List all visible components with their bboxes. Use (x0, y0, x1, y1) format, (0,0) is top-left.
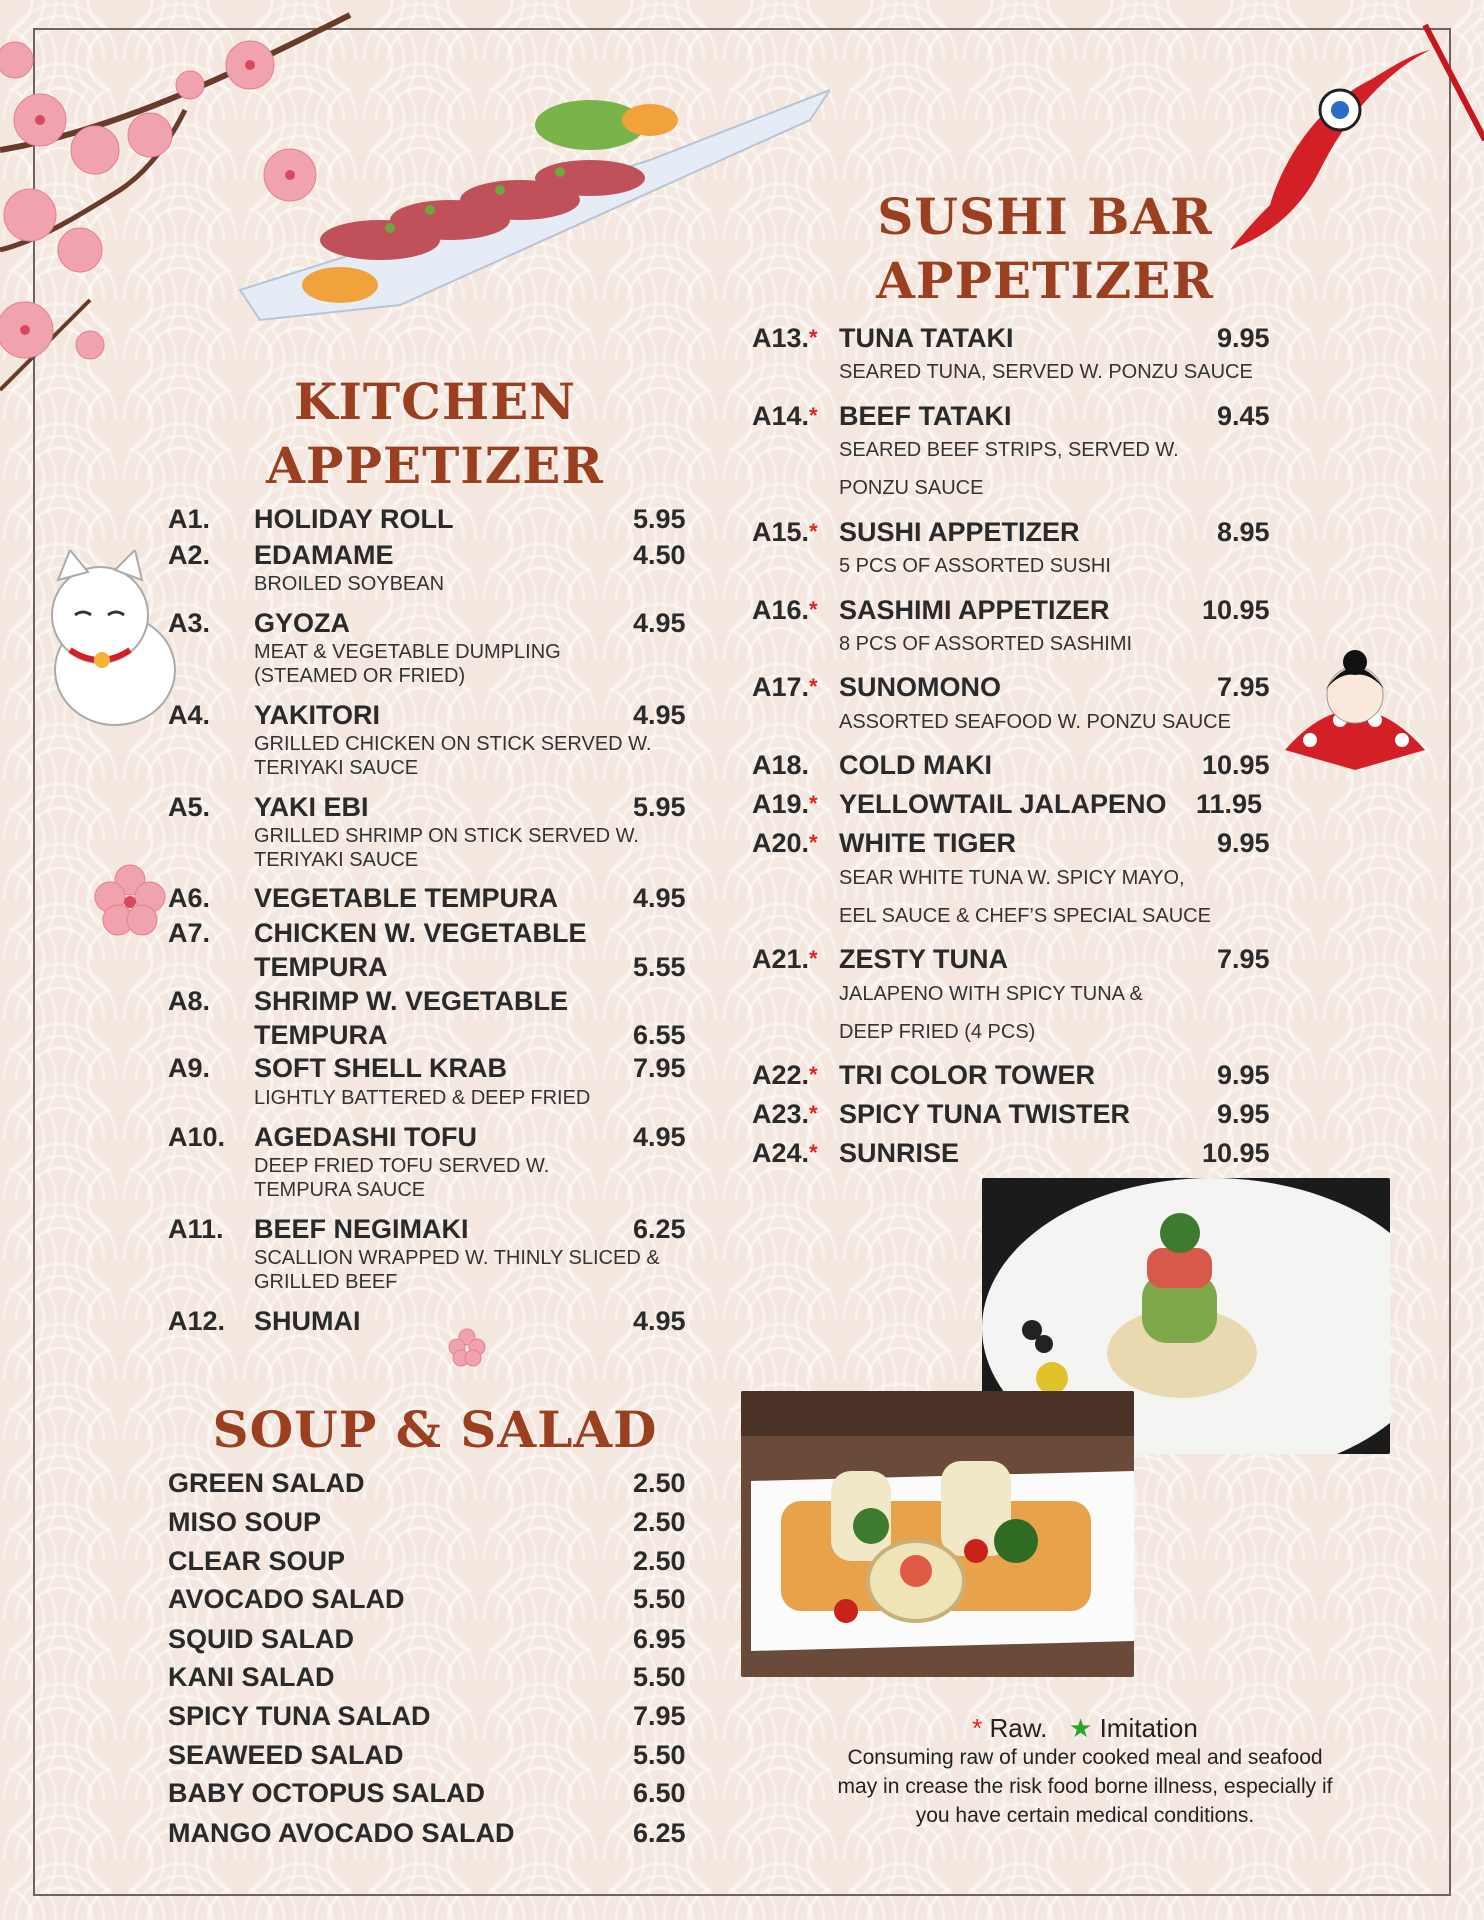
item-description: GRILLED SHRIMP ON STICK SERVED W. (254, 825, 639, 847)
item-name: YAKI EBI (254, 792, 369, 822)
item-price: 2.50 (633, 1468, 686, 1498)
item-description: GRILLED BEEF (254, 1271, 398, 1293)
item-description: SEARED BEEF STRIPS, SERVED W. (839, 439, 1179, 461)
item-code: A11. (168, 1214, 224, 1244)
item-name: KANI SALAD (168, 1662, 335, 1692)
item-code: A20. (752, 828, 810, 858)
item-name: SPICY TUNA SALAD (168, 1701, 431, 1731)
raw-food-disclaimer (770, 1743, 1400, 1830)
raw-star-icon: * (809, 830, 818, 855)
item-price: 4.95 (633, 1122, 686, 1152)
item-name: TEMPURA (254, 952, 388, 982)
item-description: TERIYAKI SAUCE (254, 757, 419, 779)
item-code: A14. (752, 401, 810, 431)
item-name: GYOZA (254, 608, 351, 638)
raw-star-icon: * (809, 597, 818, 622)
item-name: SUSHI APPETIZER (839, 517, 1080, 547)
raw-star-icon: * (809, 791, 818, 816)
item-description: JALAPENO WITH SPICY TUNA & (839, 983, 1143, 1005)
item-price: 4.50 (633, 540, 686, 570)
item-code: A1. (168, 504, 211, 534)
item-description: SEARED TUNA, SERVED W. PONZU SAUCE (839, 361, 1253, 383)
item-price: 4.95 (633, 1306, 686, 1336)
item-description: PONZU SAUCE (839, 477, 984, 499)
item-name: SHUMAI (254, 1306, 361, 1336)
raw-star-icon: * (809, 325, 818, 350)
item-name: CLEAR SOUP (168, 1546, 346, 1576)
item-name: SHRIMP W. VEGETABLE (254, 986, 569, 1016)
item-description: ASSORTED SEAFOOD W. PONZU SAUCE (839, 711, 1231, 733)
item-description: TERIYAKI SAUCE (254, 849, 419, 871)
item-description: DEEP FRIED (4 PCS) (839, 1021, 1036, 1043)
raw-star-icon: * (809, 1062, 818, 1087)
item-code: A7. (168, 918, 211, 948)
item-description: 5 PCS OF ASSORTED SUSHI (839, 555, 1111, 577)
item-price: 10.95 (1202, 750, 1270, 780)
item-code: A6. (168, 883, 211, 913)
item-name: YELLOWTAIL JALAPENO (839, 789, 1167, 819)
item-description: MEAT & VEGETABLE DUMPLING (254, 641, 561, 663)
item-name: VEGETABLE TEMPURA (254, 883, 559, 913)
imitation-label: Imitation (1099, 1713, 1198, 1743)
item-name: SUNOMONO (839, 672, 1001, 702)
item-code: A19. (752, 789, 810, 819)
tuna-tataki-photo (230, 60, 830, 330)
item-price: 5.55 (633, 952, 686, 982)
disclaimer-line: may in crease the risk food borne illness, especially if (837, 1775, 1333, 1798)
item-name: TRI COLOR TOWER (839, 1060, 1095, 1090)
item-price: 10.95 (1202, 1138, 1270, 1168)
item-code: A4. (168, 700, 211, 730)
item-price: 5.95 (633, 792, 686, 822)
item-price: 7.95 (633, 1701, 686, 1731)
item-description: TEMPURA SAUCE (254, 1179, 426, 1201)
soup-salad-title: SOUP & SALAD (212, 1400, 658, 1459)
item-price: 5.50 (633, 1584, 686, 1614)
raw-star-icon: * (809, 1101, 818, 1126)
item-name: WHITE TIGER (839, 828, 1016, 858)
item-description: GRILLED CHICKEN ON STICK SERVED W. (254, 733, 652, 755)
item-price: 2.50 (633, 1546, 686, 1576)
item-price: 10.95 (1202, 595, 1270, 625)
item-name: TUNA TATAKI (839, 323, 1014, 353)
item-price: 9.95 (1217, 1099, 1270, 1129)
item-name: MISO SOUP (168, 1507, 322, 1537)
kitchen-title-line1: KITCHEN (294, 372, 576, 431)
item-description: SEAR WHITE TUNA W. SPICY MAYO, (839, 867, 1185, 889)
item-price: 11.95 (1196, 789, 1263, 819)
item-price: 7.95 (633, 1053, 686, 1083)
item-price: 6.95 (633, 1624, 686, 1654)
raw-star-icon: * (809, 1140, 818, 1165)
item-name: BABY OCTOPUS SALAD (168, 1778, 486, 1808)
item-name: BEEF NEGIMAKI (254, 1214, 469, 1244)
disclaimer-line: you have certain medical conditions. (915, 1804, 1255, 1827)
kitchen-title-line2: APPETIZER (266, 436, 604, 495)
item-price: 2.50 (633, 1507, 686, 1537)
item-name: COLD MAKI (839, 750, 992, 780)
item-description: DEEP FRIED TOFU SERVED W. (254, 1155, 550, 1177)
item-name: EDAMAME (254, 540, 394, 570)
roll-dish-photo (741, 1391, 1134, 1677)
sushi-title-line1: SUSHI BAR (877, 187, 1213, 246)
item-name: GREEN SALAD (168, 1468, 365, 1498)
item-name: SASHIMI APPETIZER (839, 595, 1110, 625)
item-name: AVOCADO SALAD (168, 1584, 405, 1614)
item-description: SCALLION WRAPPED W. THINLY SLICED & (254, 1247, 660, 1269)
item-price: 6.50 (633, 1778, 686, 1808)
item-name: TEMPURA (254, 1020, 388, 1050)
item-price: 9.95 (1217, 323, 1270, 353)
item-name: CHICKEN W. VEGETABLE (254, 918, 587, 948)
item-description: EEL SAUCE & CHEF’S SPECIAL SAUCE (839, 905, 1211, 927)
item-price: 4.95 (633, 883, 686, 913)
item-code: A22. (752, 1060, 810, 1090)
item-price: 5.50 (633, 1662, 686, 1692)
item-name: YAKITORI (254, 700, 381, 730)
item-price: 6.55 (633, 1020, 686, 1050)
imitation-star-icon: ★ (1069, 1713, 1093, 1743)
sushi-title-line2: APPETIZER (876, 251, 1214, 310)
item-description: BROILED SOYBEAN (254, 573, 445, 595)
item-code: A2. (168, 540, 211, 570)
item-code: A5. (168, 792, 211, 822)
item-code: A10. (168, 1122, 226, 1152)
item-name: HOLIDAY ROLL (254, 504, 454, 534)
sushi-bar-appetizer-title (830, 185, 1260, 313)
geisha-fan-icon (1280, 650, 1430, 790)
item-name: SPICY TUNA TWISTER (839, 1099, 1131, 1129)
raw-star-icon: * (972, 1713, 983, 1743)
item-code: A18. (752, 750, 810, 780)
kitchen-appetizer-title (230, 370, 640, 498)
item-price: 4.95 (633, 608, 686, 638)
item-price: 5.50 (633, 1740, 686, 1770)
item-price: 6.25 (633, 1818, 686, 1848)
raw-star-icon: * (809, 403, 818, 428)
item-code: A9. (168, 1053, 211, 1083)
item-price: 4.95 (633, 700, 686, 730)
item-code: A23. (752, 1099, 810, 1129)
item-description: 8 PCS OF ASSORTED SASHIMI (839, 633, 1133, 655)
item-name: SUNRISE (839, 1138, 960, 1168)
item-price: 9.95 (1217, 1060, 1270, 1090)
item-code: A21. (752, 944, 810, 974)
item-code: A24. (752, 1138, 810, 1168)
item-price: 7.95 (1217, 672, 1270, 702)
raw-star-icon: * (809, 519, 818, 544)
item-price: 5.95 (633, 504, 686, 534)
item-code: A12. (168, 1306, 226, 1336)
item-name: SOFT SHELL KRAB (254, 1053, 508, 1083)
item-name: BEEF TATAKI (839, 401, 1012, 431)
item-price: 7.95 (1217, 944, 1270, 974)
item-name: ZESTY TUNA (839, 944, 1009, 974)
item-name: AGEDASHI TOFU (254, 1122, 478, 1152)
blossom-small-icon (445, 1325, 490, 1370)
raw-star-icon: * (809, 674, 818, 699)
item-name: SQUID SALAD (168, 1624, 355, 1654)
legend-line (770, 1712, 1400, 1744)
item-description: LIGHTLY BATTERED & DEEP FRIED (254, 1087, 591, 1109)
item-code: A13. (752, 323, 810, 353)
raw-label: Raw. (989, 1713, 1048, 1743)
blossom-icon (85, 855, 175, 945)
item-name: SEAWEED SALAD (168, 1740, 404, 1770)
disclaimer-line: Consuming raw of under cooked meal and seafood (847, 1746, 1323, 1769)
item-price: 6.25 (633, 1214, 686, 1244)
item-price: 9.45 (1217, 401, 1270, 431)
item-price: 8.95 (1217, 517, 1270, 547)
item-code: A16. (752, 595, 810, 625)
item-code: A3. (168, 608, 211, 638)
item-price: 9.95 (1217, 828, 1270, 858)
raw-star-icon: * (809, 946, 818, 971)
item-code: A15. (752, 517, 810, 547)
item-code: A17. (752, 672, 810, 702)
item-description: (STEAMED OR FRIED) (254, 665, 466, 687)
item-name: MANGO AVOCADO SALAD (168, 1818, 515, 1848)
item-code: A8. (168, 986, 211, 1016)
